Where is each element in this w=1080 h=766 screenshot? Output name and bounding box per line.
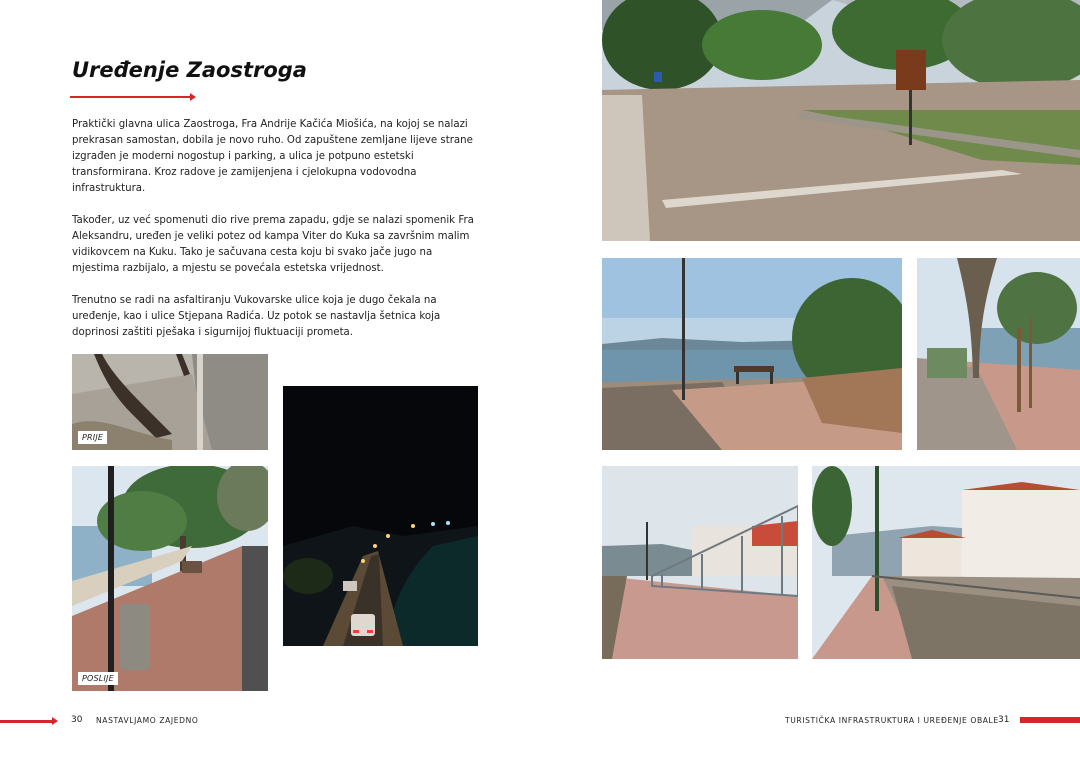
page-number-right: 31 [998, 715, 1010, 725]
photo-paved-road [602, 0, 1080, 241]
footer-accent-arrow [0, 720, 53, 723]
photo-sea-bench [602, 258, 902, 450]
photo-railing-promenade [602, 466, 798, 659]
photo-promenade-tree [917, 258, 1080, 450]
page-title: Uređenje Zaostroga [72, 58, 307, 82]
paragraph-2: Također, uz već spomenuti dio rive prema zapadu, gdje se nalazi spomenik Fra Aleksandru, uređen je veliki potez od kampa Viter do Kuka sa završnim malim vidikovcem na Kuku. Tako je sačuvana cesta koju bi svako jače jugo na mjestima razbijalo, a mjestu se povećala estetska vrijednost. [72, 215, 474, 274]
right-page [540, 0, 1080, 766]
paragraph-1: Praktički glavna ulica Zaostroga, Fra Andrije Kačića Miošića, na kojoj se nalazi prekrasan samostan, dobila je novo ruho. Od zapuštene zemljane lijeve strane izgrađen je moderni nogostup i parking, a ulica je potpuno estetski transformirana. Kroz radove je zamijenjena i cjelokupna vodovodna infrastruktura. [72, 119, 473, 194]
footer-right [540, 713, 1080, 729]
footer-label-left: NASTAVLJAMO ZAJEDNO [96, 716, 199, 725]
photo-night-promenade [283, 386, 478, 646]
photo-before-street [72, 354, 268, 450]
footer-left [0, 713, 540, 729]
paragraph-3: Trenutno se radi na asfaltiranju Vukovarske ulice koja je dugo čekala na uređenje, kao i ulice Stjepana Radića. Uz potok se nastavlja šetnica koja doprinosi zaštiti pješaka i sigurnijoj fluktuaciji prometa. [72, 295, 441, 338]
page-number-left: 30 [71, 715, 83, 725]
photo-label-before: PRIJE [78, 431, 107, 444]
article-body [72, 117, 476, 357]
photo-after-street [72, 466, 268, 691]
title-underline-arrow [70, 96, 192, 98]
photo-label-after: POSLIJE [78, 672, 118, 685]
footer-label-right: TURISTIČKA INFRASTRUKTURA I UREĐENJE OBALE [785, 716, 999, 725]
photo-houses-coastal-walk [812, 466, 1080, 659]
footer-accent-bar [1020, 717, 1080, 723]
